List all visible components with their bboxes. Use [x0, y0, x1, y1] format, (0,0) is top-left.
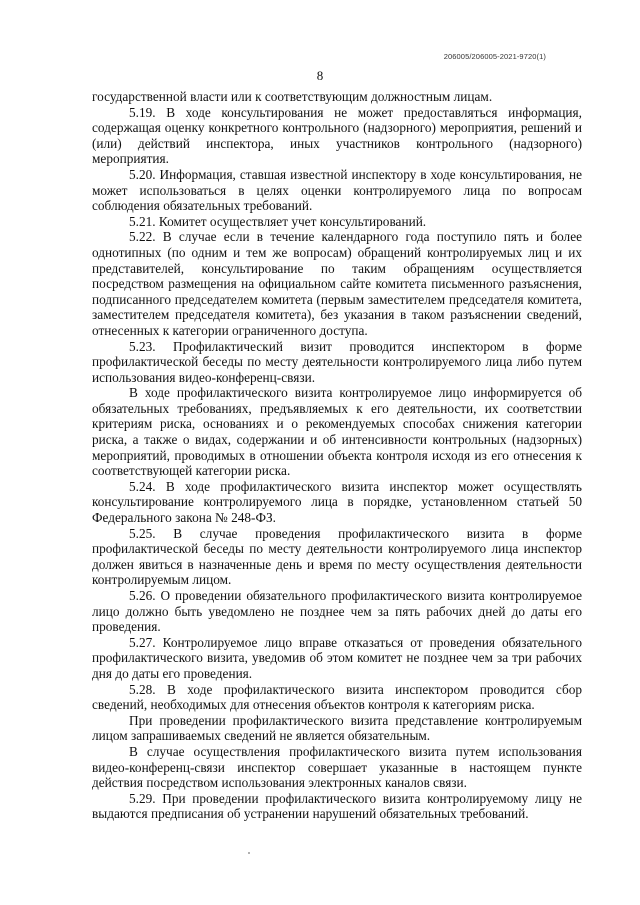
page-number: 8 [316, 68, 324, 83]
paragraph-continuation: государственной власти или к соответствующим должностным лицам. [92, 89, 493, 104]
paragraph-5-28: 5.28. В ходе профилактического визита инспектором проводится сбор сведений, необходимых для отнесения объектов контроля к категориям риска. [92, 681, 582, 713]
paragraph-5-20: 5.20. Информация, ставшая известной инспектору в ходе консультирования, не может использоваться в целях оценки контролируемого лица по вопросам соблюдения обязательных требований. [92, 166, 582, 214]
paragraph-5-24: 5.24. В ходе профилактического визита инспектор может осуществлять консультирование контролируемого лица в порядке, установленном статьей 50 Федерального закона № 248-ФЗ. [92, 478, 582, 526]
document-code: 206005/206005-2021-9720(1) [443, 52, 546, 61]
paragraph-5-29: 5.29. При проведении профилактического визита контролируемому лицу не выдаются предписания об устранении нарушений обязательных требований. [92, 790, 582, 822]
paragraph-5-27: 5.27. Контролируемое лицо вправе отказаться от проведения обязательного профилактического визита, уведомив об этом комитет не позднее чем за три рабочих дня до даты его проведения. [92, 634, 582, 681]
paragraph-5-21: 5.21. Комитет осуществляет учет консультирований. [129, 213, 427, 229]
paragraph-5-28-optional: При проведении профилактического визита представление контролируемым лицом запрашиваемых сведений не является обязательным. [92, 712, 582, 744]
paragraph-5-19: 5.19. В ходе консультирования не может предоставляться информация, содержащая оценку конкретного контрольного (надзорного) мероприятия, решений и (или) действий инспектора, иных участников контрольного (надзорного) мероприятия. [92, 104, 582, 167]
paragraph-5-28-video: В случае осуществления профилактического визита путем использования видео-конференц-связи инспектор совершает указанные в настоящем пункте действия посредством использования электронных каналов связи. [92, 743, 582, 791]
paragraph-5-26: 5.26. О проведении обязательного профилактического визита контролируемое лицо должно быть уведомлено не позднее чем за пять рабочих дней до даты его проведения. [92, 588, 582, 635]
scan-speck [248, 852, 250, 854]
document-body [92, 89, 582, 822]
paragraph-5-23-detail: В ходе профилактического визита контролируемое лицо информируется об обязательных требованиях, предъявляемых к его деятельности, их соответствии критериям риска, основаниях и о рекомендуемых способах снижения категории риска, а также о видах, содержании и об интенсивности контрольных (надзорных) мероприятий, проводимых в отношении объекта контроля исходя из его отнесения к соответствующей категории риска. [92, 385, 582, 479]
paragraph-5-25: 5.25. В случае проведения профилактического визита в форме профилактической беседы по месту деятельности контролируемого лица инспектор должен явиться в назначенные день и время по месту осуществления деятельности контролируемым лицом. [92, 525, 582, 588]
paragraph-5-22: 5.22. В случае если в течение календарного года поступило пять и более однотипных (по одним и тем же вопросам) обращений контролируемых лиц и их представителей, консультирование по таким обращениям осуществляется посредством размещения на официальном сайте комитета письменного разъяснения, подписанного председателем комитета (первым заместителем председателя комитета, заместителем председателя комитета), без указания в таком разъяснении сведений, отнесенных к категории ограниченного доступа. [92, 229, 582, 338]
paragraph-5-23: 5.23. Профилактический визит проводится инспектором в форме профилактической беседы по месту деятельности контролируемого лица либо путем использования видео-конференц-связи. [92, 338, 582, 385]
